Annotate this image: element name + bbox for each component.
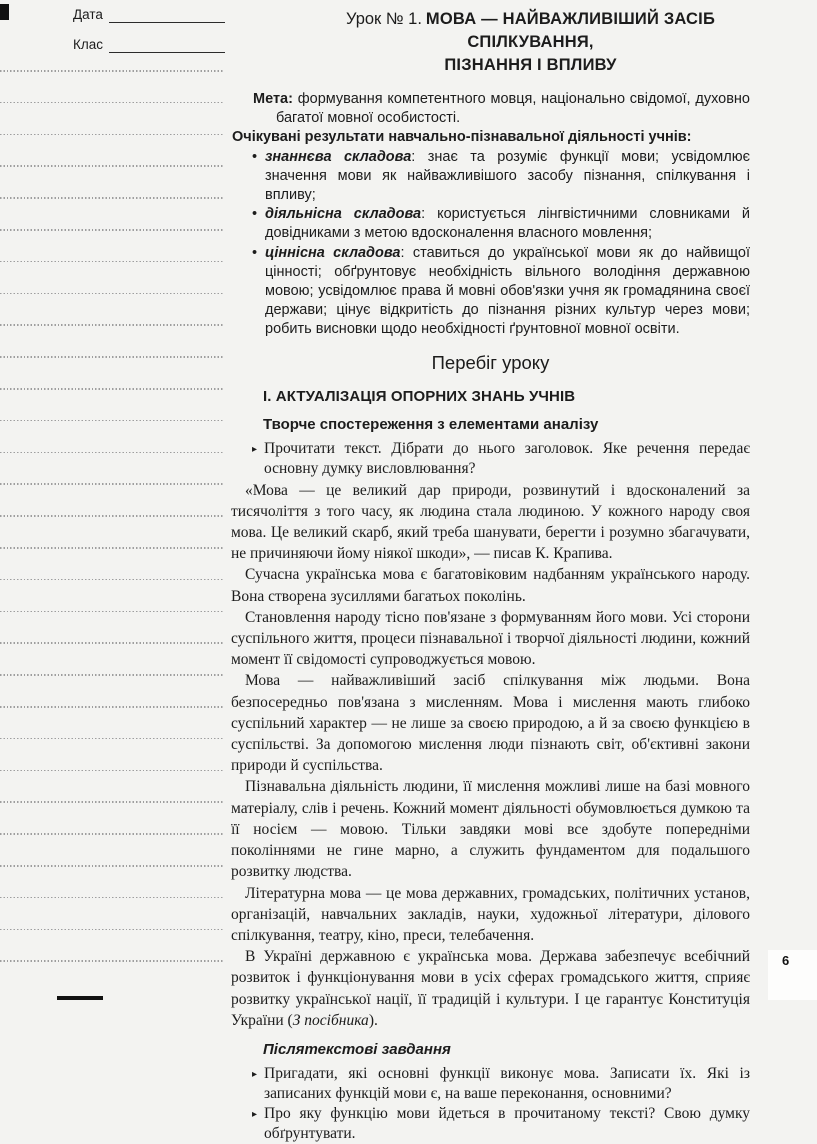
margin-column <box>0 0 226 1000</box>
outcome-item <box>231 205 750 243</box>
passage-paragraph: «Мова — це великий дар природи, розвинутий і вдосконалений за тисячоліття з того часу, як людина стала людиною. У кожного народу своя мова. Це великий скарб, який треба шанувати, берегти і розумно збагачувати, не причиняючи йому ніякої шкоди», — писав К. Крапива. <box>231 481 750 563</box>
ruled-line <box>0 102 223 104</box>
ruled-line <box>0 165 223 167</box>
ruled-line <box>0 738 223 740</box>
passage-text: ). <box>368 1011 378 1029</box>
bullet-icon: • <box>252 244 258 261</box>
ruled-line <box>0 706 223 708</box>
outcome-text: : користується лінгвістичними словниками й довідниками з метою вдосконалення власного мовлення; <box>265 206 750 242</box>
ruled-line <box>0 293 223 295</box>
task-bullet-icon: ▸ <box>252 1108 258 1120</box>
passage-paragraph: Пізнавальна діяльність людини, її мислення можливі лише на базі мовного матеріалу, слів і речень. Кожний момент діяльності обумовлюється думкою та її носієм — мовою. Тільки завдяки мові все здобуте попередніми поколіннями не гине марно, а служить фундаментом для подальшого розвитку людства. <box>231 778 750 881</box>
lesson-title-line2: ПІЗНАННЯ І ВПЛИВУ <box>444 56 617 74</box>
bullet-icon: • <box>252 206 258 223</box>
outcome-item <box>231 244 750 340</box>
ruled-lines <box>0 70 223 980</box>
lesson-title-line1: МОВА — НАЙВАЖЛИВІШИЙ ЗАСІБ СПІЛКУВАННЯ, <box>425 10 716 51</box>
passage-text: В Україні державною є українська мова. Держава забезпечує всебічний розвиток і функціонування мови в усіх сферах громадського життя, сприяє розвитку української нації, її традицій і культури. І це гарантує Конституція України ( <box>231 948 750 1029</box>
task-item <box>231 1104 750 1144</box>
outcomes-list <box>231 148 750 340</box>
task-text: Про яку функцію мови йдеться в прочитаному тексті? Свою думку обґрунтувати. <box>264 1104 750 1142</box>
passage-paragraph: Мова — найважливіший засіб спілкування між людьми. Вона безпосередньо пов'язана з мисленням. Мова і мислення мають глибоко суспільний характер — не лише за своєю природою, а й за своєю функцією в суспільстві. За допомогою мислення люди пізнають світ, об'єктивні закони природи й суспільства. <box>231 672 750 775</box>
passage-paragraph <box>231 946 750 1031</box>
ruled-line <box>0 420 223 422</box>
class-label: Клас <box>73 37 103 52</box>
ruled-line <box>0 515 223 517</box>
ruled-line <box>0 897 223 899</box>
task-item <box>231 1064 750 1104</box>
ruled-line <box>0 229 223 231</box>
ruled-line <box>0 388 223 390</box>
ruled-line <box>0 801 223 803</box>
passage-source: З посібника <box>292 1011 369 1029</box>
ruled-line <box>0 833 223 835</box>
goal-label: Мета: <box>253 91 293 107</box>
ruled-line <box>0 929 223 931</box>
activity-heading: Творче спостереження з елементами аналізу <box>263 415 599 433</box>
lesson-title <box>231 8 750 77</box>
reading-passage <box>231 480 750 1031</box>
bullet-icon: • <box>252 148 258 165</box>
task-bullet-icon: ▸ <box>252 1068 258 1080</box>
lesson-number: Урок № 1. <box>345 10 422 28</box>
page-number-box <box>768 950 817 1000</box>
outcomes-heading: Очікувані результати навчально-пізнавальної діяльності учнів: <box>232 129 692 146</box>
date-blank-line <box>109 6 225 23</box>
date-field <box>73 6 225 23</box>
task-bullet-icon: ▸ <box>252 443 258 455</box>
outcome-text: : ставиться до української мови як до найвищої цінності; обґрунтовує необхідність вільного володіння державною мовою; усвідомлює права й мовні обов'язки учня як громадянина своєї держави; цінує відкритість до пізнання різних культур через мови; робить висновки щодо необхідності ґрунтовної мовної освіти. <box>265 244 750 338</box>
outcome-text: : знає та розуміє функції мови; усвідомлює значення мови як найважливішого засобу пізнання, спілкування і впливу; <box>265 148 750 204</box>
task-text: Прочитати текст. Дібрати до нього заголовок. Яке речення передає основну думку висловлювання? <box>264 439 750 477</box>
ruled-line <box>0 960 223 962</box>
goal-paragraph <box>242 90 750 128</box>
ruled-line <box>0 674 223 676</box>
outcome-label: знаннєва складова <box>265 148 412 165</box>
date-label: Дата <box>73 7 103 22</box>
outcome-label: ціннісна складова <box>265 244 401 261</box>
passage-paragraph: Становлення народу тісно пов'язане з формуванням його мови. Усі сторони суспільного життя, процеси пізнавальної і творчої діяльності людини, кожний момент її свідомості супроводжується мовою. <box>231 608 750 669</box>
ruled-line <box>0 197 223 199</box>
passage-paragraph: Сучасна українська мова є багатовіковим надбанням українського народу. Вона створена зусиллями багатьох поколінь. <box>231 566 750 605</box>
posttext-heading: Післятекстові завдання <box>263 1040 451 1058</box>
ruled-line <box>0 770 223 772</box>
class-field <box>73 36 225 53</box>
goal-text: формування компетентного мовця, національно свідомої, духовно багатої мовної особистості. <box>276 91 750 127</box>
page-number: 6 <box>782 953 790 968</box>
ruled-line <box>0 483 223 485</box>
task-item <box>231 439 750 479</box>
lesson-content <box>231 8 750 1144</box>
task-text: Пригадати, які основні функції виконує мова. Записати їх. Які із записаних функцій мови є, на ваше переконання, основними? <box>264 1064 750 1102</box>
ruled-line <box>0 261 223 263</box>
ruled-line <box>0 579 223 581</box>
outcome-item <box>231 148 750 206</box>
ruled-line <box>0 134 223 136</box>
ruled-line <box>0 452 223 454</box>
ruled-line <box>0 611 223 613</box>
outcome-label: діяльнісна складова <box>265 206 422 223</box>
ruled-line <box>0 547 223 549</box>
ruled-line <box>0 324 223 326</box>
section-heading: І. АКТУАЛІЗАЦІЯ ОПОРНИХ ЗНАНЬ УЧНІВ <box>263 387 576 405</box>
ruled-line <box>0 642 223 644</box>
passage-paragraph: Літературна мова — це мова державних, громадських, політичних установ, організацій, навчальних закладів, науки, художньої літератури, ділового спілкування, театру, кіно, преси, телебачення. <box>231 884 750 944</box>
ruled-line <box>0 865 223 867</box>
ruled-line <box>0 356 223 358</box>
class-blank-line <box>109 36 225 53</box>
flow-heading: Перебіг уроку <box>431 351 550 373</box>
ruled-line <box>0 70 223 72</box>
